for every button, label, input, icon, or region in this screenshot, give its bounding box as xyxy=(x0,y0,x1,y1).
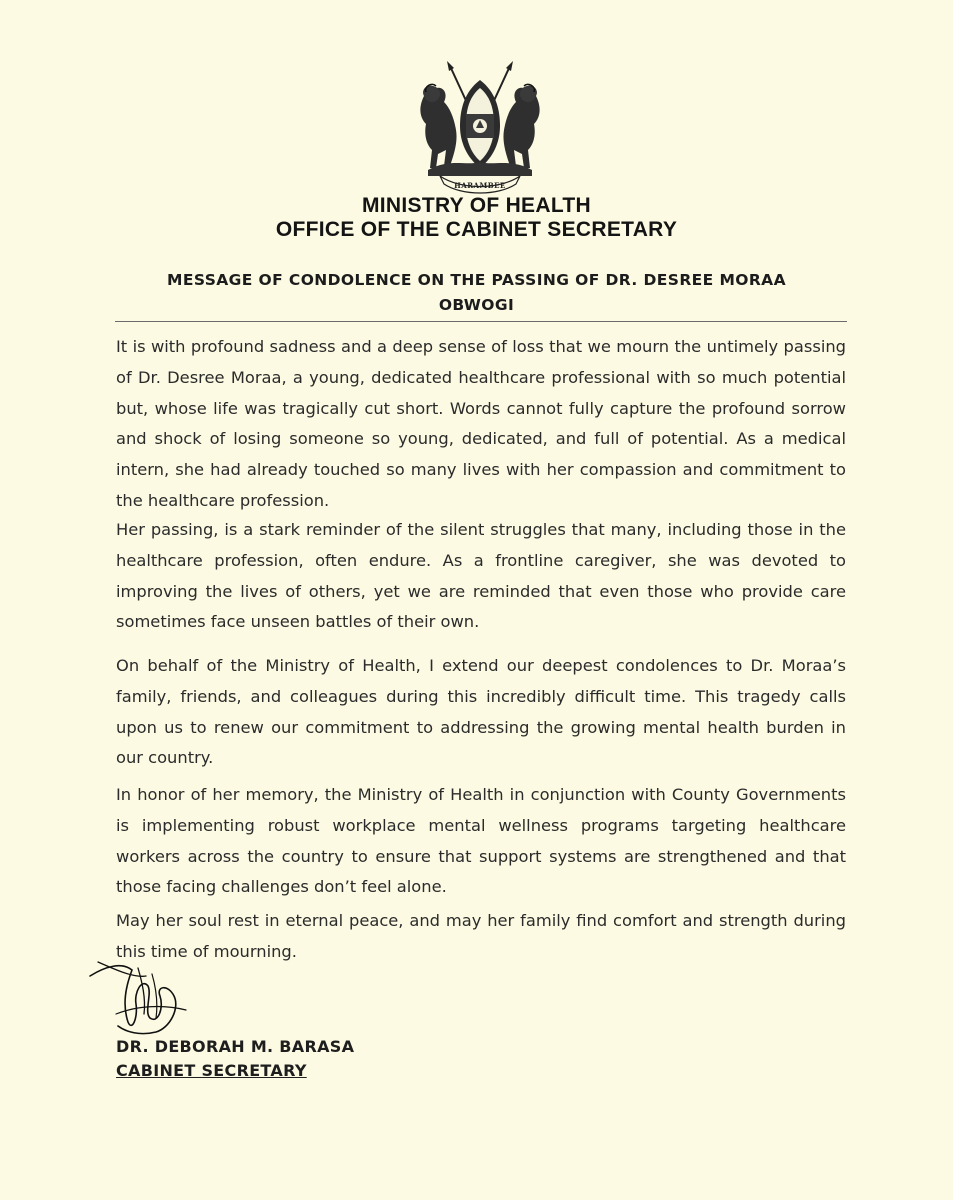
ministry-name: MINISTRY OF HEALTH xyxy=(361,194,591,217)
header-divider xyxy=(115,321,847,322)
paragraph-4: In honor of her memory, the Ministry of Health in conjunction with County Governments is implementing robust workplace mental wellness programs targeting healthcare workers across the country to ensure that support systems are strengthened and that those facing challenges don’t feel alone. xyxy=(116,785,846,897)
signatory-name: DR. DEBORAH M. BARASA xyxy=(116,1037,355,1056)
paragraph-1: It is with profound sadness and a deep sense of loss that we mourn the untimely passing of Dr. Desree Moraa, a young, dedicated healthcare professional with so much potential but, whose life was tragically cut short. Words cannot fully capture the profound sorrow and shock of losing someone so young, dedicated, and full of potential. As a medical intern, she had already touched so many lives with her compassion and commitment to the healthcare profession. xyxy=(116,337,846,510)
office-name: OFFICE OF THE CABINET SECRETARY xyxy=(275,218,678,241)
subject-line-1: MESSAGE OF CONDOLENCE ON THE PASSING OF DR. DESREE MORAA xyxy=(167,271,786,289)
paragraph-2: Her passing, is a stark reminder of the silent struggles that many, including those in the healthcare profession, often endure. As a frontline caregiver, she was devoted to improving the lives of others, yet we are reminded that even those who provide care sometimes face unseen battles of their own. xyxy=(116,520,846,632)
paragraph-3: On behalf of the Ministry of Health, I extend our deepest condolences to Dr. Moraa’s family, friends, and colleagues during this incredibly difficult time. This tragedy calls upon us to renew our commitment to addressing the growing mental health burden in our country. xyxy=(116,656,846,768)
subject-line-2: OBWOGI xyxy=(438,296,515,314)
paragraph-5: May her soul rest in eternal peace, and may her family find comfort and strength during this time of mourning. xyxy=(116,911,846,961)
signatory-title: CABINET SECRETARY xyxy=(116,1061,307,1080)
svg-text:HARAMBEE: HARAMBEE xyxy=(454,181,506,190)
kenya-coat-of-arms-icon xyxy=(410,58,550,196)
handwritten-signature-icon xyxy=(86,948,196,1038)
